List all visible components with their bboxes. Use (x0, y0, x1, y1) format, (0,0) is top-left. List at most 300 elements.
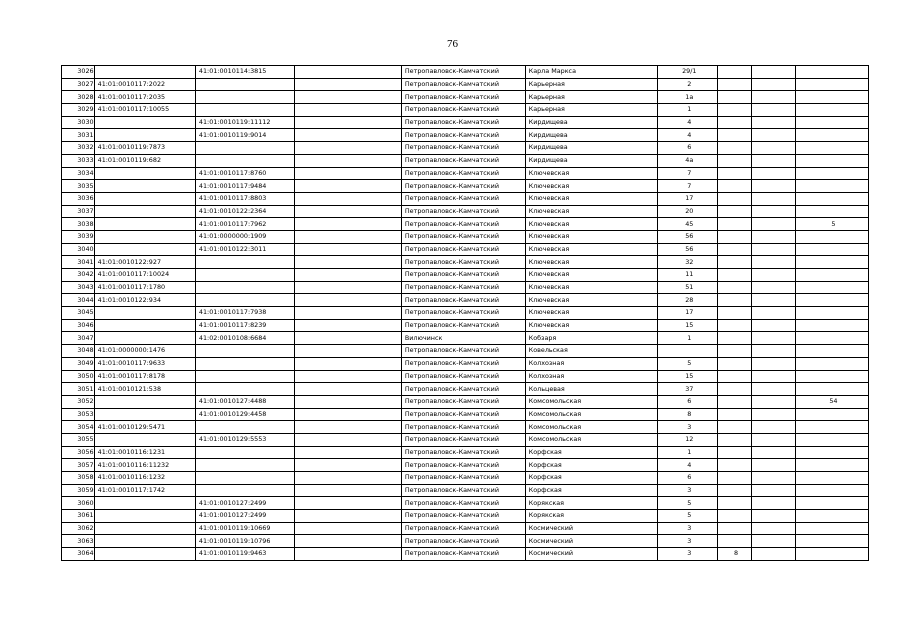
cadastral-number-land-cell: 41:01:0010117:2022 (94, 78, 195, 91)
extra-number-cell (795, 104, 868, 117)
cadastral-number-building-cell: 41:01:0010122:3011 (195, 243, 294, 256)
table-row (62, 230, 869, 243)
apartment-number-cell (751, 256, 795, 269)
building-number-cell (718, 218, 752, 231)
cadastral-number-building-cell: 41:01:0010127:4488 (195, 395, 294, 408)
cadastral-number-land-cell (94, 307, 195, 320)
table-row (62, 243, 869, 256)
table-row (62, 205, 869, 218)
city-cell: Петропавловск-Камчатский (401, 180, 525, 193)
extra-number-cell (795, 180, 868, 193)
apartment-number-cell (751, 332, 795, 345)
cadastral-number-land-cell (94, 230, 195, 243)
building-number-cell (718, 332, 752, 345)
city-cell: Петропавловск-Камчатский (401, 307, 525, 320)
registry-table (61, 65, 869, 561)
extra-number-cell (795, 205, 868, 218)
city-cell: Петропавловск-Камчатский (401, 472, 525, 485)
table-row (62, 319, 869, 332)
table-row (62, 484, 869, 497)
apartment-number-cell (751, 180, 795, 193)
house-number-cell: 6 (658, 142, 718, 155)
extra-number-cell (795, 446, 868, 459)
street-cell: Корякская (525, 510, 658, 523)
city-cell: Петропавловск-Камчатский (401, 345, 525, 358)
apartment-number-cell (751, 269, 795, 282)
extra-number-cell (795, 535, 868, 548)
building-number-cell (718, 66, 752, 79)
city-cell: Петропавловск-Камчатский (401, 395, 525, 408)
building-number-cell (718, 243, 752, 256)
row-number-cell: 3042 (62, 269, 95, 282)
cadastral-number-land-cell (94, 332, 195, 345)
city-cell: Петропавловск-Камчатский (401, 129, 525, 142)
table-row (62, 510, 869, 523)
cadastral-number-land-cell: 41:01:0010117:8178 (94, 370, 195, 383)
cadastral-number-land-cell (94, 433, 195, 446)
cadastral-number-building-cell: 41:01:0010119:9463 (195, 548, 294, 561)
cadastral-number-land-cell (94, 535, 195, 548)
house-number-cell: 4 (658, 116, 718, 129)
cadastral-number-building-cell (195, 294, 294, 307)
city-cell: Петропавловск-Камчатский (401, 535, 525, 548)
cadastral-number-building-cell: 41:01:0010117:8803 (195, 192, 294, 205)
cadastral-number-building-cell: 41:01:0000000:1909 (195, 230, 294, 243)
spacer-cell (294, 116, 401, 129)
apartment-number-cell (751, 459, 795, 472)
extra-number-cell (795, 281, 868, 294)
cadastral-number-land-cell (94, 497, 195, 510)
street-cell: Комсомольская (525, 408, 658, 421)
building-number-cell (718, 180, 752, 193)
cadastral-number-land-cell: 41:01:0010121:538 (94, 383, 195, 396)
house-number-cell (658, 345, 718, 358)
house-number-cell: 17 (658, 307, 718, 320)
spacer-cell (294, 104, 401, 117)
row-number-cell: 3044 (62, 294, 95, 307)
row-number-cell: 3033 (62, 154, 95, 167)
apartment-number-cell (751, 497, 795, 510)
spacer-cell (294, 421, 401, 434)
city-cell: Петропавловск-Камчатский (401, 459, 525, 472)
street-cell: Космический (525, 522, 658, 535)
row-number-cell: 3054 (62, 421, 95, 434)
street-cell: Комсомольская (525, 433, 658, 446)
street-cell: Ключевская (525, 180, 658, 193)
row-number-cell: 3052 (62, 395, 95, 408)
city-cell: Петропавловск-Камчатский (401, 548, 525, 561)
cadastral-number-land-cell (94, 66, 195, 79)
spacer-cell (294, 307, 401, 320)
extra-number-cell (795, 484, 868, 497)
cadastral-number-building-cell (195, 357, 294, 370)
extra-number-cell (795, 66, 868, 79)
apartment-number-cell (751, 357, 795, 370)
building-number-cell (718, 129, 752, 142)
table-row (62, 459, 869, 472)
cadastral-number-land-cell: 41:01:0010116:11232 (94, 459, 195, 472)
house-number-cell: 20 (658, 205, 718, 218)
cadastral-number-land-cell: 41:01:0010119:7873 (94, 142, 195, 155)
cadastral-number-building-cell (195, 104, 294, 117)
table-row (62, 167, 869, 180)
apartment-number-cell (751, 91, 795, 104)
table-row (62, 446, 869, 459)
extra-number-cell (795, 459, 868, 472)
cadastral-number-building-cell: 41:01:0010117:7962 (195, 218, 294, 231)
street-cell: Комсомольская (525, 395, 658, 408)
row-number-cell: 3040 (62, 243, 95, 256)
street-cell: Кольцевая (525, 383, 658, 396)
extra-number-cell (795, 307, 868, 320)
apartment-number-cell (751, 522, 795, 535)
apartment-number-cell (751, 218, 795, 231)
table-row (62, 383, 869, 396)
city-cell: Петропавловск-Камчатский (401, 116, 525, 129)
row-number-cell: 3041 (62, 256, 95, 269)
extra-number-cell (795, 269, 868, 282)
cadastral-number-building-cell (195, 472, 294, 485)
building-number-cell (718, 167, 752, 180)
building-number-cell (718, 104, 752, 117)
row-number-cell: 3032 (62, 142, 95, 155)
table-row (62, 307, 869, 320)
row-number-cell: 3060 (62, 497, 95, 510)
building-number-cell (718, 357, 752, 370)
spacer-cell (294, 522, 401, 535)
row-number-cell: 3048 (62, 345, 95, 358)
cadastral-number-land-cell (94, 395, 195, 408)
building-number-cell (718, 319, 752, 332)
building-number-cell (718, 408, 752, 421)
building-number-cell (718, 535, 752, 548)
house-number-cell: 56 (658, 230, 718, 243)
table-row (62, 421, 869, 434)
extra-number-cell (795, 548, 868, 561)
extra-number-cell (795, 370, 868, 383)
street-cell: Ковельская (525, 345, 658, 358)
city-cell: Петропавловск-Камчатский (401, 78, 525, 91)
apartment-number-cell (751, 243, 795, 256)
row-number-cell: 3049 (62, 357, 95, 370)
page-number: 76 (447, 38, 458, 50)
extra-number-cell (795, 116, 868, 129)
cadastral-number-land-cell: 41:01:0010117:2035 (94, 91, 195, 104)
street-cell: Ключевская (525, 294, 658, 307)
house-number-cell: 6 (658, 472, 718, 485)
cadastral-number-building-cell: 41:01:0010129:4458 (195, 408, 294, 421)
spacer-cell (294, 484, 401, 497)
cadastral-number-land-cell (94, 129, 195, 142)
street-cell: Ключевская (525, 256, 658, 269)
spacer-cell (294, 154, 401, 167)
house-number-cell: 1 (658, 332, 718, 345)
extra-number-cell (795, 510, 868, 523)
street-cell: Колхозная (525, 357, 658, 370)
city-cell: Петропавловск-Камчатский (401, 91, 525, 104)
street-cell: Ключевская (525, 281, 658, 294)
apartment-number-cell (751, 421, 795, 434)
cadastral-number-building-cell: 41:01:0010114:3815 (195, 66, 294, 79)
building-number-cell (718, 230, 752, 243)
extra-number-cell (795, 332, 868, 345)
table-row (62, 522, 869, 535)
table-row (62, 535, 869, 548)
cadastral-number-building-cell (195, 154, 294, 167)
building-number-cell (718, 269, 752, 282)
table-row (62, 332, 869, 345)
spacer-cell (294, 548, 401, 561)
table-row (62, 154, 869, 167)
building-number-cell (718, 205, 752, 218)
cadastral-number-land-cell (94, 510, 195, 523)
row-number-cell: 3055 (62, 433, 95, 446)
spacer-cell (294, 383, 401, 396)
street-cell: Ключевская (525, 218, 658, 231)
apartment-number-cell (751, 484, 795, 497)
spacer-cell (294, 230, 401, 243)
house-number-cell: 4а (658, 154, 718, 167)
row-number-cell: 3043 (62, 281, 95, 294)
table-row (62, 142, 869, 155)
building-number-cell (718, 116, 752, 129)
extra-number-cell (795, 230, 868, 243)
building-number-cell (718, 78, 752, 91)
extra-number-cell (795, 345, 868, 358)
cadastral-number-building-cell: 41:01:0010117:7938 (195, 307, 294, 320)
cadastral-number-building-cell (195, 269, 294, 282)
cadastral-number-land-cell: 41:01:0010117:9633 (94, 357, 195, 370)
house-number-cell: 15 (658, 370, 718, 383)
extra-number-cell (795, 472, 868, 485)
city-cell: Петропавловск-Камчатский (401, 484, 525, 497)
row-number-cell: 3061 (62, 510, 95, 523)
spacer-cell (294, 408, 401, 421)
spacer-cell (294, 218, 401, 231)
building-number-cell (718, 421, 752, 434)
table-row (62, 78, 869, 91)
cadastral-number-building-cell: 41:01:0010117:8760 (195, 167, 294, 180)
city-cell: Петропавловск-Камчатский (401, 383, 525, 396)
house-number-cell: 6 (658, 395, 718, 408)
extra-number-cell (795, 142, 868, 155)
building-number-cell (718, 510, 752, 523)
spacer-cell (294, 281, 401, 294)
city-cell: Петропавловск-Камчатский (401, 218, 525, 231)
table-row (62, 192, 869, 205)
city-cell: Петропавловск-Камчатский (401, 256, 525, 269)
house-number-cell: 7 (658, 167, 718, 180)
apartment-number-cell (751, 167, 795, 180)
cadastral-number-building-cell (195, 78, 294, 91)
house-number-cell: 3 (658, 548, 718, 561)
city-cell: Петропавловск-Камчатский (401, 154, 525, 167)
extra-number-cell (795, 433, 868, 446)
cadastral-number-building-cell: 41:01:0010122:2364 (195, 205, 294, 218)
extra-number-cell (795, 129, 868, 142)
apartment-number-cell (751, 78, 795, 91)
street-cell: Корфская (525, 472, 658, 485)
extra-number-cell (795, 256, 868, 269)
cadastral-number-building-cell (195, 370, 294, 383)
cadastral-number-building-cell: 41:01:0010119:11112 (195, 116, 294, 129)
spacer-cell (294, 167, 401, 180)
apartment-number-cell (751, 104, 795, 117)
extra-number-cell (795, 167, 868, 180)
spacer-cell (294, 433, 401, 446)
street-cell: Кирдищева (525, 129, 658, 142)
building-number-cell (718, 472, 752, 485)
table-row (62, 497, 869, 510)
house-number-cell: 7 (658, 180, 718, 193)
house-number-cell: 29/1 (658, 66, 718, 79)
spacer-cell (294, 243, 401, 256)
table-row (62, 91, 869, 104)
building-number-cell (718, 91, 752, 104)
house-number-cell: 2 (658, 78, 718, 91)
house-number-cell: 3 (658, 484, 718, 497)
spacer-cell (294, 192, 401, 205)
building-number-cell (718, 370, 752, 383)
street-cell: Кобзаря (525, 332, 658, 345)
cadastral-number-land-cell (94, 192, 195, 205)
cadastral-number-building-cell (195, 446, 294, 459)
apartment-number-cell (751, 433, 795, 446)
city-cell: Петропавловск-Камчатский (401, 319, 525, 332)
cadastral-number-land-cell (94, 548, 195, 561)
cadastral-number-building-cell (195, 345, 294, 358)
street-cell: Ключевская (525, 243, 658, 256)
table-row (62, 472, 869, 485)
house-number-cell: 1а (658, 91, 718, 104)
spacer-cell (294, 472, 401, 485)
house-number-cell: 17 (658, 192, 718, 205)
building-number-cell (718, 497, 752, 510)
building-number-cell: 8 (718, 548, 752, 561)
spacer-cell (294, 256, 401, 269)
row-number-cell: 3030 (62, 116, 95, 129)
street-cell: Ключевская (525, 192, 658, 205)
apartment-number-cell (751, 370, 795, 383)
table-row (62, 116, 869, 129)
house-number-cell: 5 (658, 510, 718, 523)
apartment-number-cell (751, 535, 795, 548)
cadastral-number-land-cell: 41:01:0010129:5471 (94, 421, 195, 434)
building-number-cell (718, 484, 752, 497)
house-number-cell: 3 (658, 522, 718, 535)
row-number-cell: 3031 (62, 129, 95, 142)
cadastral-number-land-cell (94, 167, 195, 180)
row-number-cell: 3063 (62, 535, 95, 548)
street-cell: Колхозная (525, 370, 658, 383)
house-number-cell: 37 (658, 383, 718, 396)
registry-table-body (62, 66, 869, 561)
city-cell: Петропавловск-Камчатский (401, 446, 525, 459)
extra-number-cell (795, 91, 868, 104)
row-number-cell: 3058 (62, 472, 95, 485)
city-cell: Петропавловск-Камчатский (401, 192, 525, 205)
apartment-number-cell (751, 142, 795, 155)
city-cell: Петропавловск-Камчатский (401, 421, 525, 434)
street-cell: Карьерная (525, 104, 658, 117)
house-number-cell: 3 (658, 421, 718, 434)
city-cell: Петропавловск-Камчатский (401, 294, 525, 307)
city-cell: Вилючинск (401, 332, 525, 345)
house-number-cell: 1 (658, 446, 718, 459)
row-number-cell: 3047 (62, 332, 95, 345)
table-row (62, 370, 869, 383)
street-cell: Ключевская (525, 307, 658, 320)
row-number-cell: 3037 (62, 205, 95, 218)
house-number-cell: 45 (658, 218, 718, 231)
spacer-cell (294, 332, 401, 345)
row-number-cell: 3034 (62, 167, 95, 180)
extra-number-cell: 54 (795, 395, 868, 408)
house-number-cell: 5 (658, 357, 718, 370)
row-number-cell: 3027 (62, 78, 95, 91)
city-cell: Петропавловск-Камчатский (401, 281, 525, 294)
cadastral-number-building-cell: 41:01:0010119:10669 (195, 522, 294, 535)
table-row (62, 129, 869, 142)
street-cell: Кирдищева (525, 154, 658, 167)
house-number-cell: 8 (658, 408, 718, 421)
table-row (62, 281, 869, 294)
cadastral-number-building-cell: 41:01:0010127:2499 (195, 497, 294, 510)
row-number-cell: 3050 (62, 370, 95, 383)
building-number-cell (718, 446, 752, 459)
row-number-cell: 3046 (62, 319, 95, 332)
extra-number-cell (795, 421, 868, 434)
spacer-cell (294, 357, 401, 370)
building-number-cell (718, 142, 752, 155)
cadastral-number-land-cell: 41:01:0000000:1476 (94, 345, 195, 358)
apartment-number-cell (751, 408, 795, 421)
city-cell: Петропавловск-Камчатский (401, 408, 525, 421)
building-number-cell (718, 307, 752, 320)
street-cell: Космический (525, 535, 658, 548)
extra-number-cell (795, 408, 868, 421)
spacer-cell (294, 205, 401, 218)
house-number-cell: 32 (658, 256, 718, 269)
cadastral-number-land-cell (94, 243, 195, 256)
cadastral-number-land-cell: 41:01:0010117:10024 (94, 269, 195, 282)
cadastral-number-land-cell (94, 116, 195, 129)
building-number-cell (718, 459, 752, 472)
spacer-cell (294, 180, 401, 193)
cadastral-number-building-cell: 41:01:0010117:9484 (195, 180, 294, 193)
table-row (62, 294, 869, 307)
spacer-cell (294, 269, 401, 282)
city-cell: Петропавловск-Камчатский (401, 104, 525, 117)
street-cell: Космический (525, 548, 658, 561)
cadastral-number-building-cell: 41:01:0010127:2499 (195, 510, 294, 523)
cadastral-number-building-cell (195, 484, 294, 497)
extra-number-cell (795, 522, 868, 535)
cadastral-number-building-cell: 41:01:0010117:8239 (195, 319, 294, 332)
table-row (62, 345, 869, 358)
city-cell: Петропавловск-Камчатский (401, 370, 525, 383)
cadastral-number-land-cell (94, 319, 195, 332)
apartment-number-cell (751, 230, 795, 243)
city-cell: Петропавловск-Камчатский (401, 497, 525, 510)
cadastral-number-building-cell (195, 256, 294, 269)
spacer-cell (294, 345, 401, 358)
cadastral-number-land-cell (94, 408, 195, 421)
extra-number-cell (795, 243, 868, 256)
row-number-cell: 3039 (62, 230, 95, 243)
spacer-cell (294, 370, 401, 383)
street-cell: Корякская (525, 497, 658, 510)
